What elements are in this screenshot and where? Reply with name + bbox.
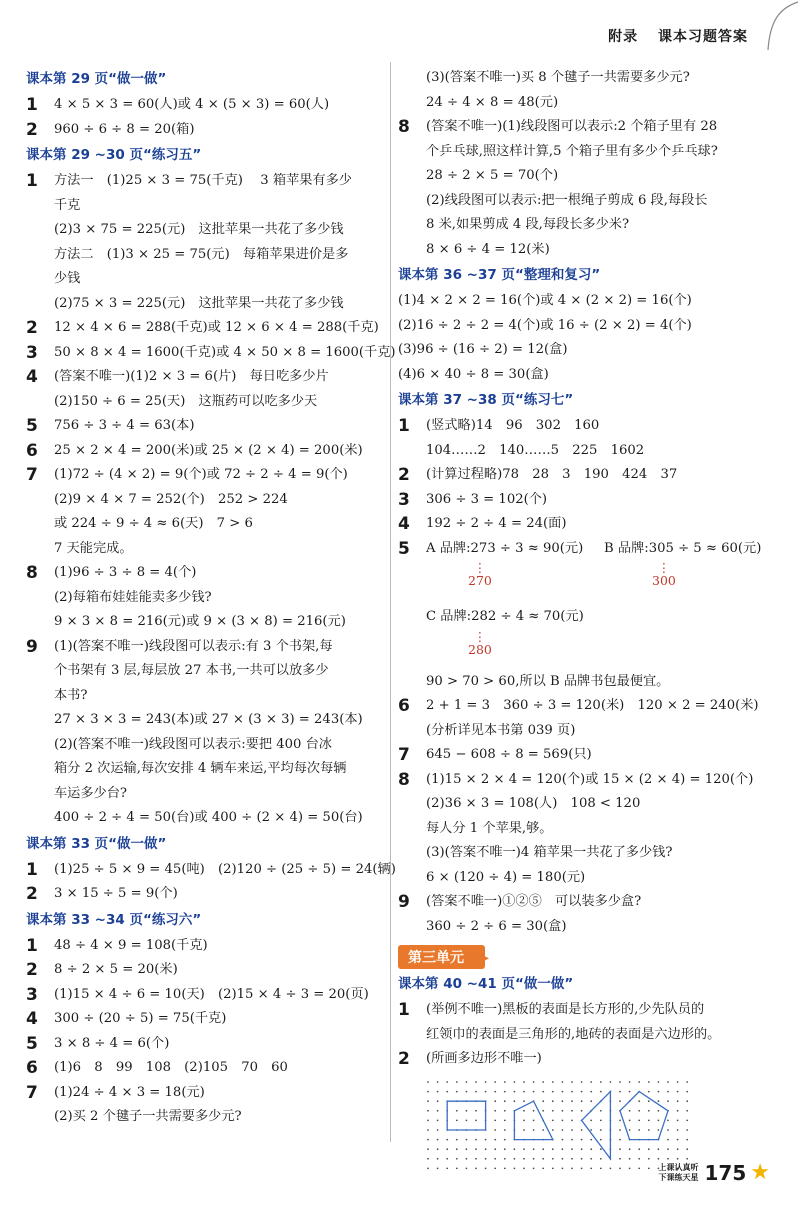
item-number: 2 (26, 960, 38, 980)
left-column (26, 66, 396, 1130)
page-header (608, 26, 748, 46)
item-number: 7 (26, 1082, 38, 1103)
answer-item (398, 743, 778, 768)
answer-line: (1)96 ÷ 3 ÷ 8 = 4(个) (54, 565, 197, 580)
answer-line: 8 米,如果剪成 4 段,每段长多少米? (426, 217, 630, 232)
item-number: 8 (398, 769, 410, 790)
estimate-a: ⋮ 270 (468, 560, 492, 588)
item-number: 9 (398, 892, 410, 912)
answer-item (26, 1081, 388, 1130)
answer-line: 28 ÷ 2 × 5 = 70(个) (426, 168, 559, 183)
item-number: 1 (398, 1000, 410, 1020)
pentagon-shape (620, 1091, 668, 1139)
answer-line: 个乒乓球,照这样计算,5 个箱子里有多少个乒乓球? (426, 143, 718, 159)
answer-line: 360 ÷ 2 ÷ 6 = 30(盒) (426, 918, 567, 934)
answer-line: 104……2 140……5 225 1602 (426, 442, 645, 458)
answer-line: (4)6 × 40 ÷ 8 = 30(盒) (398, 366, 549, 382)
brand-b: B 品牌:305 ÷ 5 ≈ 60(元) (604, 540, 762, 556)
answer-line: 8 × 6 ÷ 4 = 12(米) (426, 241, 550, 257)
item-number: 7 (26, 465, 38, 485)
answer-line: 300 ÷ (20 ÷ 5) = 75(千克) (54, 1011, 227, 1026)
answer-line: 少钱 (54, 271, 81, 286)
answer-line: 2 + 1 = 3 360 ÷ 3 = 120(米) 120 × 2 = 240(米) (426, 698, 759, 713)
answer-item (26, 958, 388, 983)
answer-line: (1)72 ÷ (4 × 2) = 9(个)或 72 ÷ 2 ÷ 4 = 9(个) (54, 467, 348, 482)
answer-line: (2)150 ÷ 6 = 25(天) 这瓶药可以吃多少天 (54, 393, 318, 409)
item-number: 4 (398, 514, 410, 534)
answer-item (398, 512, 778, 537)
item-number: 6 (26, 440, 38, 461)
item-number: 3 (398, 489, 410, 510)
polygon-drawing (424, 1078, 694, 1170)
star-icon: ★ (750, 1160, 770, 1185)
item-number: 1 (26, 171, 38, 191)
answer-line: 车运多少台? (54, 785, 128, 801)
answer-line: (1)(答案不唯一)线段图可以表示:有 3 个书架,每 (54, 638, 333, 654)
answer-line: (2)(答案不唯一)线段图可以表示:要把 400 台冰 (54, 736, 332, 752)
answer-line: 红领巾的表面是三角形的,地砖的表面是六边形的。 (426, 1026, 721, 1042)
answer-item (398, 1047, 778, 1072)
answer-line: 方法一 (1)25 × 3 = 75(千克) 3 箱苹果有多少 (54, 173, 352, 188)
item-number: 5 (26, 1033, 38, 1054)
item-number: 8 (26, 563, 38, 583)
answer-line: (举例不唯一)黑板的表面是长方形的,少先队员的 (426, 1002, 705, 1017)
answer-line: 7 天能完成。 (54, 540, 133, 556)
item-number: 2 (26, 884, 38, 904)
rectangle-shape (447, 1101, 485, 1130)
answer-line: (3)96 ÷ (16 ÷ 2) = 12(盒) (398, 342, 568, 357)
column-divider (390, 62, 391, 1142)
answer-line: 192 ÷ 2 ÷ 4 = 24(面) (426, 516, 567, 531)
right-column (398, 66, 778, 1174)
answer-item (398, 488, 778, 513)
item-number: 1 (26, 935, 38, 956)
estimate-b: ⋮ 300 (652, 560, 676, 588)
brand-c: C 品牌:282 ÷ 4 ≈ 70(元) (426, 609, 584, 624)
answer-item (398, 694, 778, 743)
answer-item (26, 414, 388, 439)
page-number: 175 (704, 1160, 747, 1185)
section-heading: 课本第 33 ~34 页“练习六” (26, 911, 202, 928)
section-heading: 课本第 29 ~30 页“练习五” (26, 147, 202, 163)
item-number: 3 (26, 342, 38, 363)
triangle-shape (582, 1091, 611, 1158)
answer-item (398, 998, 778, 1047)
item-number: 5 (26, 416, 38, 436)
answer-item (26, 463, 388, 561)
answer-item (26, 365, 388, 414)
answer-line: 25 × 2 × 4 = 200(米)或 25 × (2 × 4) = 200(米) (54, 442, 363, 458)
answer-line: 756 ÷ 3 ÷ 4 = 63(本) (54, 418, 195, 433)
answer-line: (1)15 × 4 ÷ 6 = 10(天) (2)15 × 4 ÷ 3 = 20(页) (54, 986, 369, 1002)
answer-line: (2)75 × 3 = 225(元) 这批苹果一共花了多少钱 (54, 295, 344, 311)
answer-line: 方法二 (1)3 × 25 = 75(元) 每箱苹果进价是多 (54, 246, 349, 262)
answer-item (26, 316, 388, 341)
answer-line: (2)3 × 75 = 225(元) 这批苹果一共花了多少钱 (54, 222, 344, 237)
item-number: 6 (26, 1058, 38, 1078)
section-heading: 课本第 29 页“做一做” (26, 71, 167, 87)
answer-item (26, 118, 388, 143)
header-title: 课本习题答案 (658, 29, 748, 45)
answer-line: 960 ÷ 6 ÷ 8 = 20(箱) (54, 121, 195, 137)
answer-item (398, 890, 778, 939)
answer-item (26, 635, 388, 831)
header-appendix: 附录 (608, 29, 639, 45)
section-heading: 课本第 37 ~38 页“练习七” (398, 392, 574, 408)
answer-line: (所画多边形不唯一) (426, 1051, 542, 1066)
page-footer (659, 1160, 770, 1185)
answer-item (26, 983, 388, 1008)
answer-item (398, 414, 778, 463)
answer-item (398, 768, 778, 891)
answer-item (26, 858, 396, 883)
answer-item (398, 537, 778, 695)
answer-line: (1)4 × 2 × 2 = 16(个)或 4 × (2 × 2) = 16(个) (398, 293, 692, 308)
answer-line: (2)买 2 个毽子一共需要多少元? (54, 1109, 242, 1124)
item-number: 7 (398, 745, 410, 765)
answer-line: (2)9 × 4 × 7 = 252(个) 252 > 224 (54, 491, 288, 507)
answer-line: 3 × 15 ÷ 5 = 9(个) (54, 886, 178, 901)
item-number: 1 (26, 859, 38, 880)
answer-line: 箱分 2 次运输,每次安排 4 辆车来运,平均每次每辆 (54, 761, 347, 776)
answer-item (26, 341, 396, 366)
answer-item (26, 1032, 388, 1057)
item-number: 9 (26, 636, 38, 657)
unit-tag: 第三单元 ▸ (398, 945, 485, 969)
answer-line: 48 ÷ 4 × 9 = 108(千克) (54, 937, 208, 953)
answer-line: (分析详见本书第 039 页) (426, 722, 576, 738)
answer-line: (1)15 × 2 × 4 = 120(个)或 15 × (2 × 4) = 120(个) (426, 771, 754, 787)
answer-line: 6 × (120 ÷ 4) = 180(元) (426, 869, 586, 885)
answer-item (26, 934, 388, 959)
estimate-c: ⋮ 280 (468, 628, 492, 657)
answer-line: (答案不唯一)(1)2 × 3 = 6(片) 每日吃多少片 (54, 369, 329, 384)
section-heading: 课本第 40 ~41 页“做一做” (398, 976, 574, 992)
answer-item (398, 115, 778, 262)
item-number: 4 (26, 1009, 38, 1029)
answer-line: 3 × 8 ÷ 4 = 6(个) (54, 1035, 170, 1051)
answer-line: 本书? (54, 687, 88, 703)
answer-line: (答案不唯一)①②⑤ 可以装多少盒? (426, 894, 642, 909)
answer-line: 或 224 ÷ 9 ÷ 4 ≈ 6(天) 7 > 6 (54, 516, 253, 531)
section-heading: 课本第 36 ~37 页“整理和复习” (398, 267, 601, 283)
answer-line: 27 × 3 × 3 = 243(本)或 27 × (3 × 3) = 243(本) (54, 712, 363, 727)
answer-line: (2)线段图可以表示:把一根绳子剪成 6 段,每段长 (426, 192, 708, 208)
brand-a: A 品牌:273 ÷ 3 ≈ 90(元) (426, 540, 584, 556)
item-number: 8 (398, 117, 410, 137)
answer-line: (3)(答案不唯一)4 箱苹果一共花了多少钱? (426, 845, 673, 860)
footer-slogan: 上课认真听 下课练天星 (658, 1162, 699, 1182)
answer-line: 8 ÷ 2 × 5 = 20(米) (54, 962, 178, 977)
answer-line: 个书架有 3 层,每层放 27 本书,一共可以放多少 (54, 663, 329, 678)
answer-item (26, 882, 388, 907)
answer-line: 24 ÷ 4 × 8 = 48(元) (426, 94, 559, 110)
item-number: 1 (26, 95, 38, 115)
section-heading: 课本第 33 页“做一做” (26, 835, 167, 852)
item-number: 3 (26, 984, 38, 1005)
page-corner-curl (740, 0, 800, 60)
answer-line: (答案不唯一)(1)线段图可以表示:2 个箱子里有 28 (426, 119, 718, 134)
answer-line: 9 × 3 × 8 = 216(元)或 9 × (3 × 8) = 216(元) (54, 614, 346, 629)
answer-item (26, 169, 388, 316)
answer-item (398, 463, 778, 488)
item-number: 4 (26, 367, 38, 387)
item-number: 2 (26, 318, 38, 338)
answer-item (26, 561, 388, 635)
answer-line: 每人分 1 个苹果,够。 (426, 820, 553, 836)
answer-item (26, 1056, 388, 1081)
answer-line: (1)25 ÷ 5 × 9 = 45(吨) (2)120 ÷ (25 ÷ 5) = 24(辆) (54, 861, 396, 877)
answer-line: 千克 (54, 197, 81, 213)
answer-line: (2)16 ÷ 2 ÷ 2 = 4(个)或 16 ÷ (2 × 2) = 4(个) (398, 317, 692, 333)
answer-line: 645 − 608 ÷ 8 = 569(只) (426, 747, 592, 762)
item-number: 1 (398, 416, 410, 436)
answer-line: (3)(答案不唯一)买 8 个毽子一共需要多少元? (426, 70, 690, 85)
answer-line: 400 ÷ 2 ÷ 4 = 50(台)或 400 ÷ (2 × 4) = 50(台) (54, 810, 363, 825)
answer-line: (2)每箱布娃娃能卖多少钱? (54, 589, 212, 605)
answer-line: (1)24 ÷ 4 × 3 = 18(元) (54, 1084, 205, 1100)
answer-line: (计算过程略)78 28 3 190 424 37 (426, 467, 678, 482)
item-number: 2 (398, 1049, 410, 1069)
answer-line: (2)36 × 3 = 108(人) 108 < 120 (426, 796, 641, 811)
item-number: 5 (398, 538, 410, 559)
answer-line: 306 ÷ 3 = 102(个) (426, 491, 548, 507)
item-number: 2 (26, 119, 38, 140)
answer-line: 12 × 4 × 6 = 288(千克)或 12 × 6 × 4 = 288(千克) (54, 320, 379, 335)
item-number: 2 (398, 465, 410, 485)
answer-line: 4 × 5 × 3 = 60(人)或 4 × (5 × 3) = 60(人) (54, 97, 330, 112)
answer-item (26, 1007, 388, 1032)
answer-line: (竖式略)14 96 302 160 (426, 418, 600, 433)
item-number: 6 (398, 696, 410, 716)
brand-conclusion: 90 > 70 > 60,所以 B 品牌书包最便宜。 (426, 673, 670, 689)
answer-item (26, 439, 388, 464)
answer-line: (1)6 8 99 108 (2)105 70 60 (54, 1060, 288, 1075)
answer-line: 50 × 8 × 4 = 1600(千克)或 4 × 50 × 8 = 1600(千克) (54, 344, 396, 360)
answer-item (26, 93, 388, 118)
